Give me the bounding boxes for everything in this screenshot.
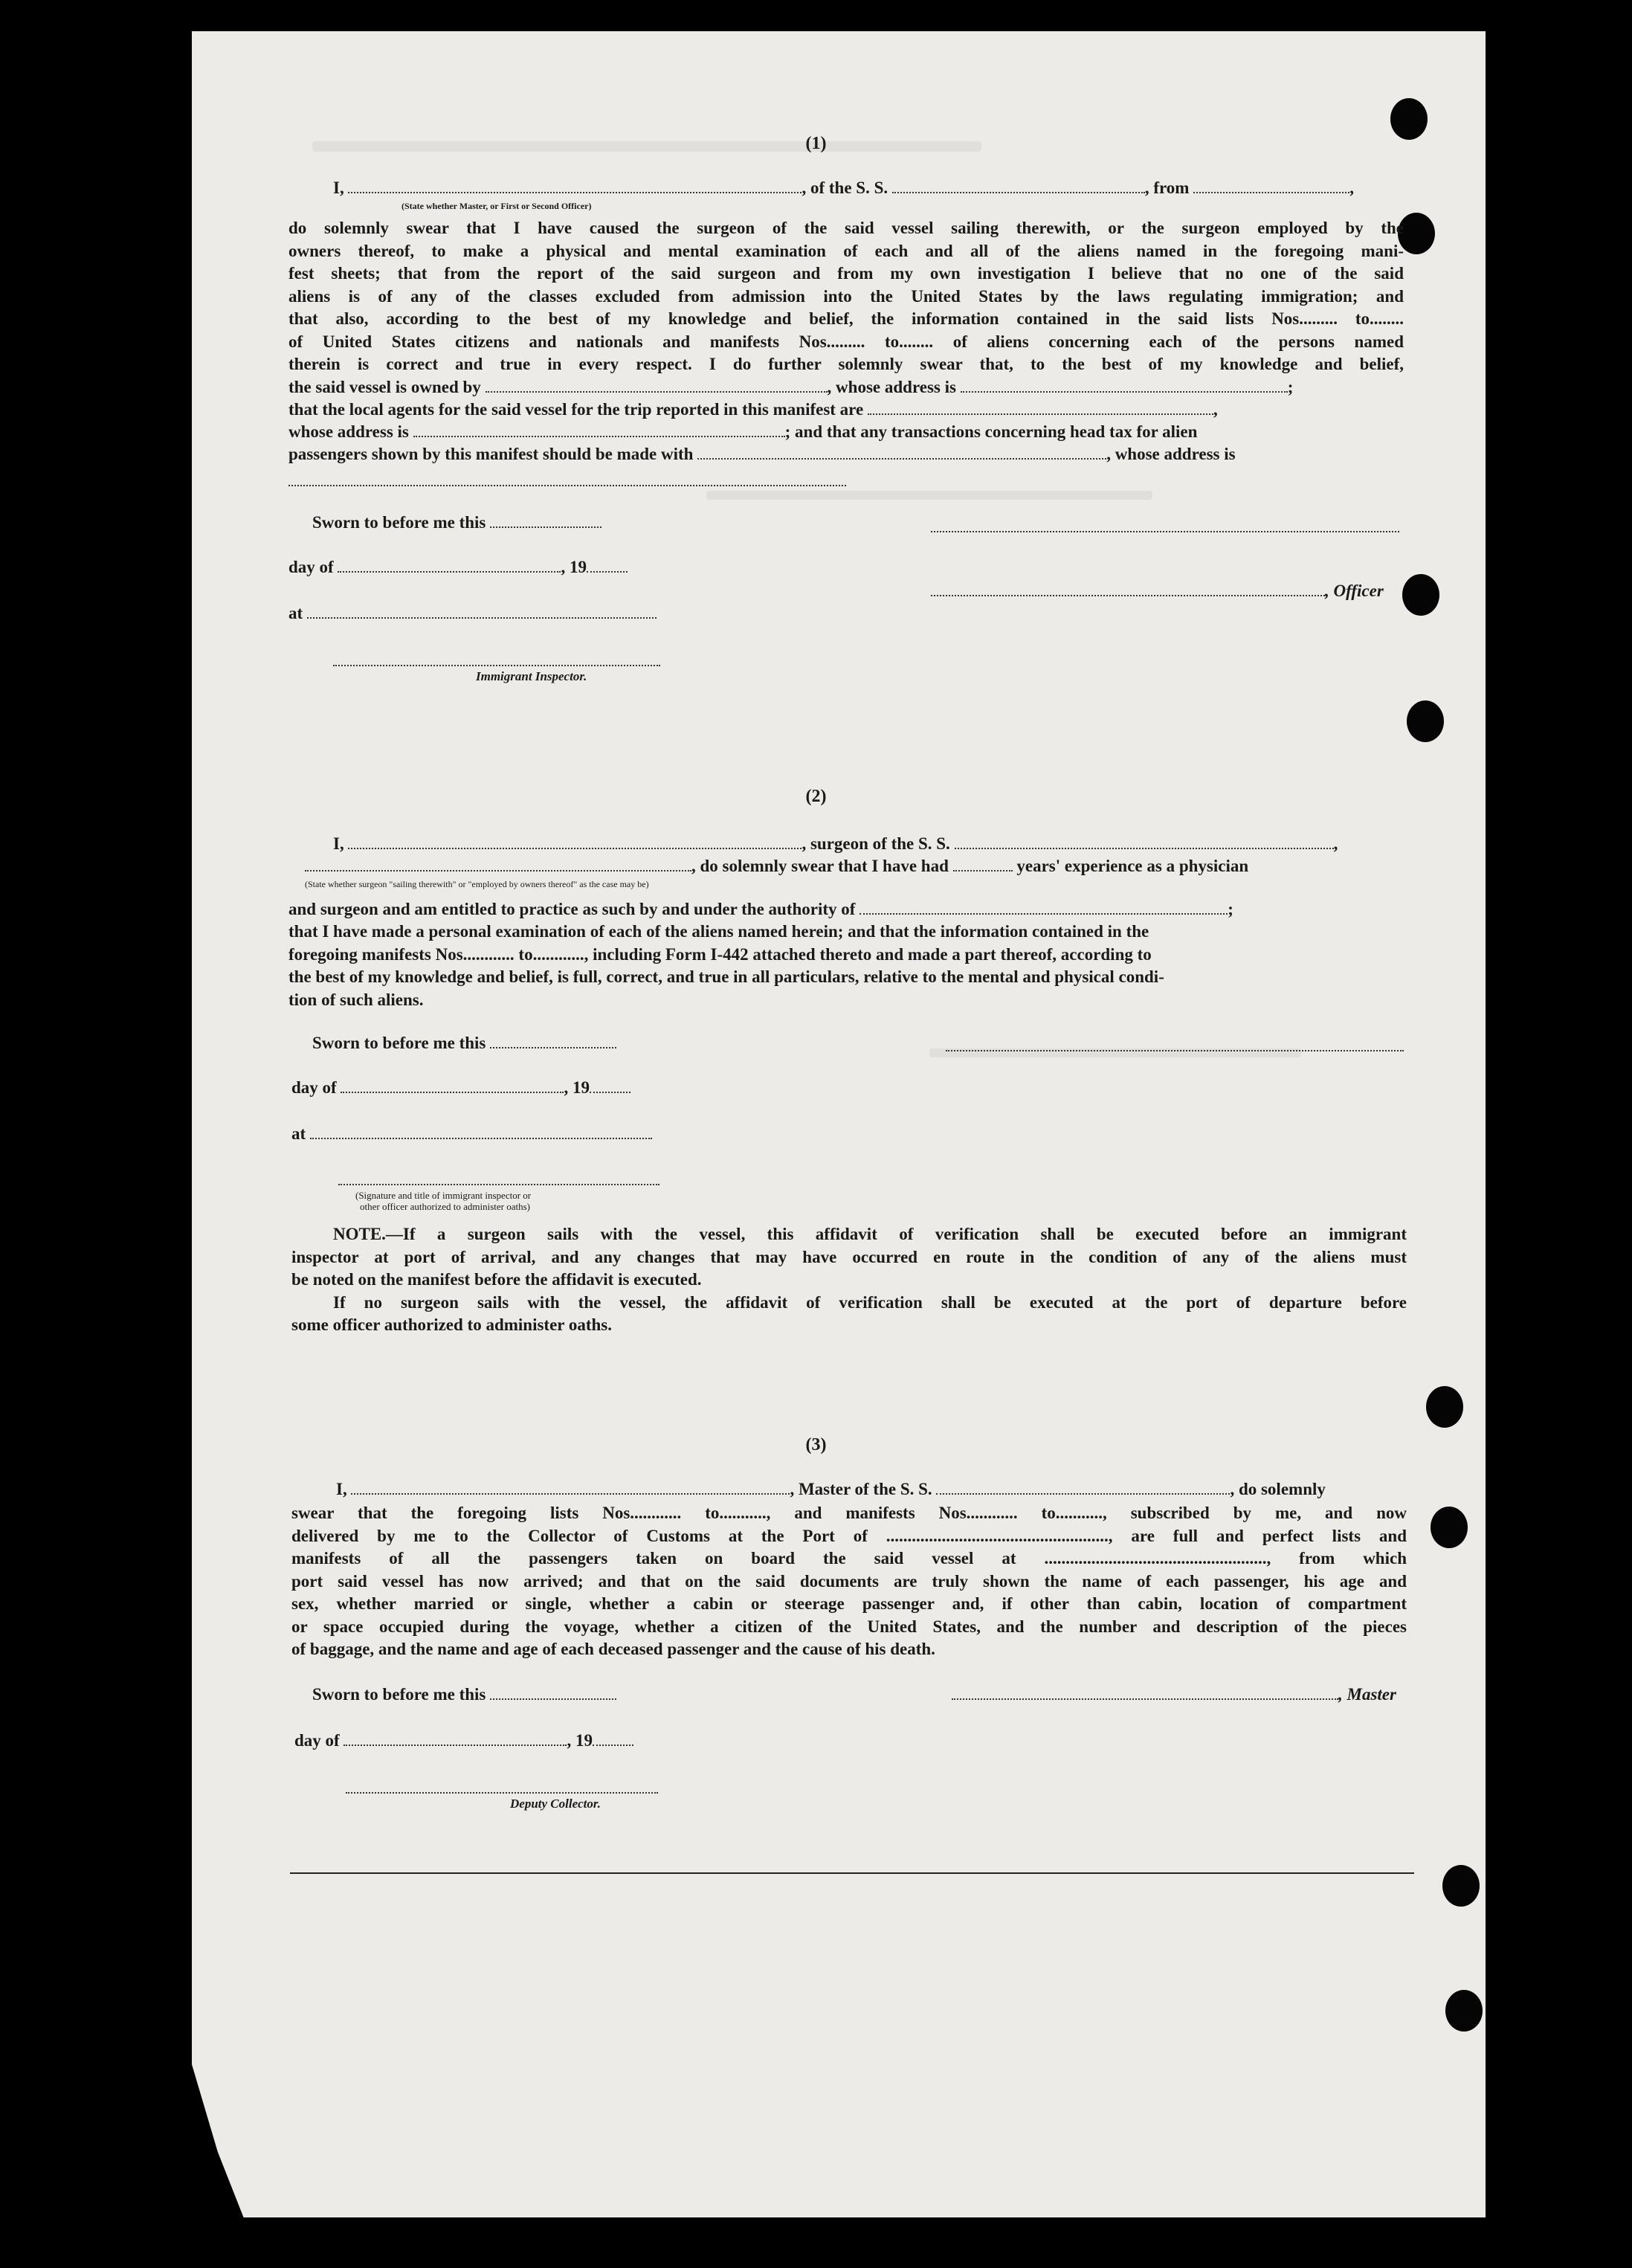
oath-line: owners thereof, to make a physical and mental examination of each and all of the aliens named in the foregoing mani- xyxy=(288,241,1404,260)
day-of-line xyxy=(291,1078,630,1098)
month-field[interactable] xyxy=(341,1078,564,1093)
note-line: be noted on the manifest before the affidavit is executed. xyxy=(291,1270,702,1289)
sworn-line xyxy=(312,1685,616,1704)
officer-signature-line-1[interactable] xyxy=(931,531,1399,532)
signature-caption-2: other officer authorized to administer oaths) xyxy=(360,1201,530,1212)
officer-caption: (State whether Master, or First or Second Officer) xyxy=(401,201,592,211)
officer-signature-field[interactable] xyxy=(931,582,1325,596)
oath-line: tion of such aliens. xyxy=(288,990,424,1009)
bleed-through-mark xyxy=(706,491,1152,500)
oath-line: therein is correct and true in every respect. I do further solemnly swear that, to the best of my knowledge and belief, xyxy=(288,355,1404,373)
note-line: some officer authorized to administer oaths. xyxy=(291,1315,612,1334)
section-2-number: (2) xyxy=(805,787,827,806)
day-of-label: day of xyxy=(294,1731,340,1750)
head-tax-text: ; and that any transactions concerning head tax for alien xyxy=(784,422,1198,441)
at-line xyxy=(291,1124,652,1144)
owner-field[interactable] xyxy=(486,378,828,393)
year-label: , 19 xyxy=(564,1078,590,1097)
do-solemnly-label: , do solemnly xyxy=(1230,1480,1326,1498)
oath-line: that I have made a personal examination of each of the aliens named herein; and that the information contained in the xyxy=(288,922,1149,941)
vessel-name-field[interactable] xyxy=(936,1480,1230,1495)
line-end: , xyxy=(1213,400,1218,419)
day-of-line xyxy=(294,1731,633,1750)
master-label: , Master xyxy=(1338,1685,1396,1704)
sworn-label: Sworn to before me this xyxy=(312,1685,486,1704)
deputy-caption: Deputy Collector. xyxy=(510,1797,601,1811)
at-place-field[interactable] xyxy=(310,1124,652,1139)
note-text xyxy=(291,1223,1407,1337)
whose-address-label: whose address is xyxy=(288,422,409,441)
inspector-signature-line[interactable] xyxy=(338,1184,659,1185)
sworn-label: Sworn to before me this xyxy=(312,513,486,532)
master-of-ss-label: , Master of the S. S. xyxy=(790,1480,932,1498)
section-3-number: (3) xyxy=(805,1435,827,1454)
vessel-name-field[interactable] xyxy=(892,178,1145,193)
surgeon-name-field[interactable] xyxy=(348,834,802,849)
whose-address-label: , whose address is xyxy=(827,378,956,396)
note-line: If no surgeon sails with the vessel, the affidavit of verification shall be executed at the port of departure before xyxy=(333,1292,1407,1312)
oath-line: the best of my knowledge and belief, is full, correct, and true in all particulars, relative to the mental and physical condi- xyxy=(288,967,1164,986)
month-field[interactable] xyxy=(338,558,561,573)
year-field[interactable] xyxy=(593,1731,633,1746)
section-3-line-1 xyxy=(336,1480,1326,1499)
year-label: , 19 xyxy=(567,1731,593,1750)
deputy-signature-line[interactable] xyxy=(346,1792,658,1794)
note-line: NOTE.—If a surgeon sails with the vessel, this affidavit of verification shall be executed before an immigrant xyxy=(333,1225,1407,1243)
officer-signature-line xyxy=(931,582,1384,601)
day-of-label: day of xyxy=(288,558,334,576)
oath-line: foregoing manifests Nos............ to............, including Form I-442 attached thereto and made a part thereof, according to xyxy=(288,944,1152,964)
sworn-line xyxy=(312,1034,616,1053)
sworn-line xyxy=(312,513,601,532)
oath-line: or space occupied during the voyage, whether a citizen of the United States, and the number and description of the pieces xyxy=(291,1617,1407,1636)
inspector-caption: Immigrant Inspector. xyxy=(476,669,587,683)
years-field[interactable] xyxy=(953,857,1013,872)
experience-label: years' experience as a physician xyxy=(1016,857,1249,875)
sworn-day-field[interactable] xyxy=(490,1034,616,1048)
punch-hole xyxy=(1445,1990,1483,2032)
authority-label: and surgeon and am entitled to practice as such by and under the authority of xyxy=(288,900,856,918)
section-2-line-2 xyxy=(305,857,1248,876)
punch-hole xyxy=(1426,1386,1463,1428)
of-ss-label: , of the S. S. xyxy=(802,178,888,197)
head-tax-address-field[interactable] xyxy=(288,485,846,486)
oath-line: of United States citizens and nationals and manifests Nos......... to........ of aliens concerning each of the persons named xyxy=(288,332,1404,351)
day-of-line xyxy=(288,558,628,577)
inspector-signature-line[interactable] xyxy=(333,665,660,666)
owned-by-label: the said vessel is owned by xyxy=(288,378,481,396)
i-label: I, xyxy=(333,834,344,853)
oath-line: aliens is of any of the classes excluded from admission into the United States by the laws regulating immigration; and xyxy=(288,286,1404,306)
sworn-day-field[interactable] xyxy=(490,513,601,528)
whose-address-label: , whose address is xyxy=(1106,445,1236,463)
surgeon-signature-line[interactable] xyxy=(946,1050,1404,1051)
surgeon-label: , surgeon of the S. S. xyxy=(802,834,950,853)
sworn-day-field[interactable] xyxy=(490,1685,616,1700)
line-end: ; xyxy=(1287,378,1294,396)
local-agents-field[interactable] xyxy=(868,400,1213,415)
oath-line: sex, whether married or single, whether a cabin or steerage passenger and, if other than cabin, location of compartment xyxy=(291,1594,1407,1613)
authority-line xyxy=(288,900,1233,919)
master-name-field[interactable] xyxy=(351,1480,790,1495)
oath-line: of baggage, and the name and age of each deceased passenger and the cause of his death. xyxy=(291,1640,935,1658)
officer-name-field[interactable] xyxy=(348,178,802,193)
month-field[interactable] xyxy=(344,1731,567,1746)
oath-line: manifests of all the passengers taken on board the said vessel at ...................................................., from which xyxy=(291,1549,1407,1568)
at-label: at xyxy=(291,1124,306,1143)
passengers-label: passengers shown by this manifest should be made with xyxy=(288,445,694,463)
year-field[interactable] xyxy=(587,558,628,573)
oath-line: delivered by me to the Collector of Customs at the Port of ...................................................., are full and perfect lists and xyxy=(291,1526,1407,1545)
section-1-oath-text xyxy=(288,217,1404,376)
from-label: , from xyxy=(1144,178,1190,197)
oath-line: port said vessel has now arrived; and that on the said documents are truly shown the name of each passenger, his age and xyxy=(291,1571,1407,1591)
punch-hole xyxy=(1407,700,1444,742)
punch-hole xyxy=(1442,1865,1480,1907)
oath-line: do solemnly swear that I have caused the surgeon of the said vessel sailing therewith, or the surgeon employed by the xyxy=(288,219,1404,237)
head-tax-party-field[interactable] xyxy=(697,445,1106,460)
agents-address-field[interactable] xyxy=(413,422,785,437)
note-line: inspector at port of arrival, and any changes that may have occurred en route in the condition of any of the aliens must xyxy=(291,1247,1407,1266)
line-end: , xyxy=(1349,178,1354,197)
section-1-number: (1) xyxy=(805,134,827,153)
section-3-oath-text xyxy=(291,1502,1407,1661)
signature-caption-1: (Signature and title of immigrant inspector or xyxy=(355,1190,532,1201)
surgeon-caption: (State whether surgeon "sailing therewith" or "employed by owners thereof" as the case may be) xyxy=(305,879,649,889)
punch-hole xyxy=(1431,1507,1468,1548)
local-agents-label: that the local agents for the said vessel for the trip reported in this manifest are xyxy=(288,400,864,419)
line-end: ; xyxy=(1228,900,1233,918)
section-2-oath-text xyxy=(288,921,1404,1011)
bottom-rule xyxy=(290,1872,1414,1874)
i-label: I, xyxy=(336,1480,347,1498)
oath-line: fest sheets; that from the report of the said surgeon and from my own investigation I believe that no one of the said xyxy=(288,264,1404,283)
year-field[interactable] xyxy=(590,1078,630,1093)
section-1-line-1 xyxy=(333,178,1354,198)
vessel-name-field[interactable] xyxy=(955,834,1334,849)
punch-hole xyxy=(1402,574,1439,616)
solemnly-swear-label: , do solemnly swear that I have had xyxy=(691,857,949,875)
line-end: , xyxy=(1333,834,1338,853)
section-2-line-1 xyxy=(333,834,1338,854)
sworn-label: Sworn to before me this xyxy=(312,1034,486,1052)
at-label: at xyxy=(288,604,303,622)
surgeon-type-field[interactable] xyxy=(305,857,691,872)
oath-line: that also, according to the best of my knowledge and belief, the information contained in the said lists Nos......... to........ xyxy=(288,309,1404,328)
year-label: , 19 xyxy=(561,558,587,576)
officer-label: , Officer xyxy=(1325,582,1384,600)
authority-field[interactable] xyxy=(859,900,1228,915)
owner-address-field[interactable] xyxy=(961,378,1288,393)
from-port-field[interactable] xyxy=(1193,178,1349,193)
at-line xyxy=(288,604,657,623)
i-label: I, xyxy=(333,178,344,197)
passengers-line xyxy=(288,445,1236,464)
master-signature-field[interactable] xyxy=(952,1685,1338,1700)
day-of-label: day of xyxy=(291,1078,337,1097)
agents-address-line xyxy=(288,422,1197,442)
master-signature-line xyxy=(952,1685,1396,1704)
local-agents-line xyxy=(288,400,1218,419)
owned-by-line xyxy=(288,378,1293,397)
oath-line: swear that the foregoing lists Nos............ to..........., and manifests Nos............ to..........., subscribed by me, and now xyxy=(291,1504,1407,1522)
at-place-field[interactable] xyxy=(307,604,657,619)
